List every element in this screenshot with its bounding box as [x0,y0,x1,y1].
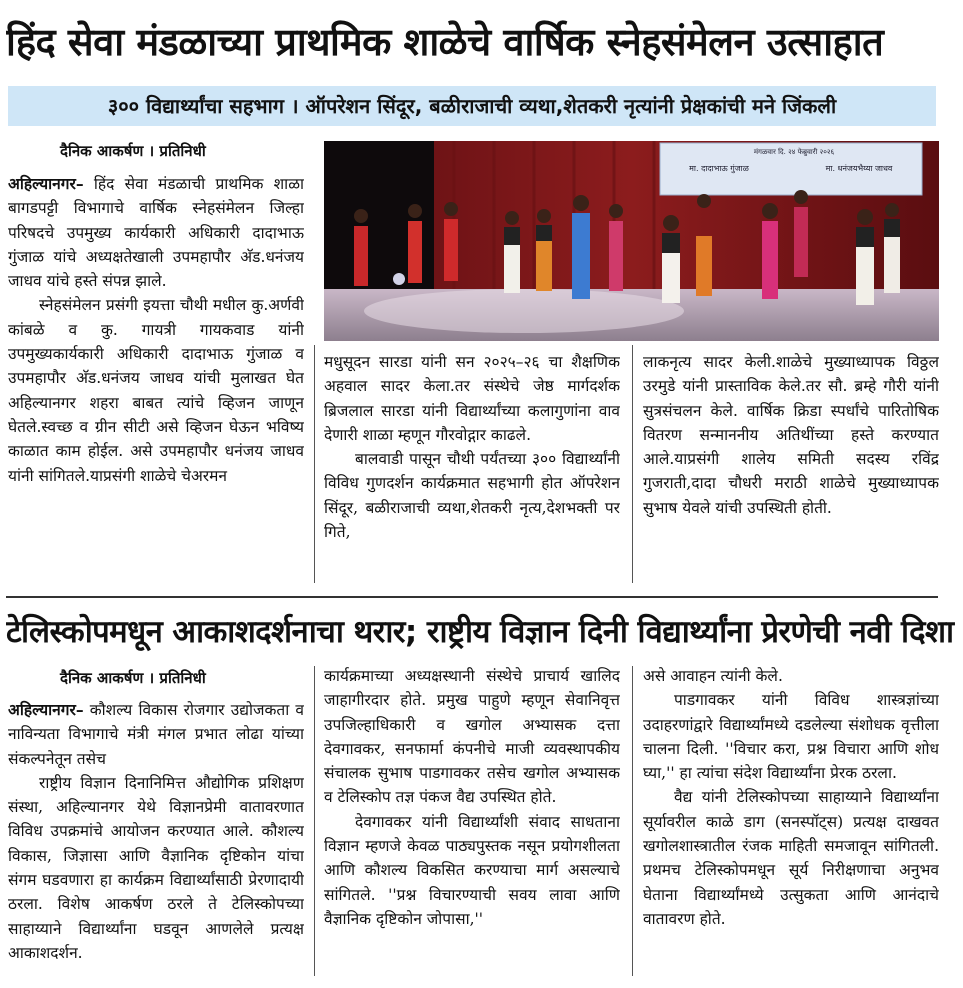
article1-byline: दैनिक आकर्षण । प्रतिनिधी [60,142,206,160]
article2-col3-para1: असे आवाहन त्यांनी केले. [643,667,783,685]
article2-col2-para1: कार्यक्रमाच्या अध्यक्षस्थानी संस्थेचे प्राचार्य खालिद जाहागीरदार होते. प्रमुख पाहुणे म्हणून सेवानिवृत्त उपजिल्हाधिकारी व खगोल अभ्यासक दत्ता देवगावकर, सनफार्मा कंपनीचे माजी व्यवस्थापकीय संचालक सुभाष पाडगावकर तसेच खगोल अभ्यासक व टेलिस्कोप तज्ञ पंकज वैद्य उपस्थित होते. [324,667,620,807]
column-divider [314,666,315,976]
stage-scene [324,141,939,341]
column-divider [632,666,633,976]
svg-text:मा. धनंजयभैय्या जाधव: मा. धनंजयभैय्या जाधव [825,164,893,173]
stage-light-icon [393,273,405,285]
article1-col2-para2: बालवाडी पासून चौथी पर्यंतच्या ३०० विद्यार्थ्यांनी विविध गुणदर्शन कार्यक्रमात सहभागी होत ऑपरेशन सिंदूर, बळीराजाची व्यथा,शेतकरी नृत्य,देशभक्ती पर गिते, [324,450,620,542]
article1-col3-para1: लाकनृत्य सादर केली.शाळेचे मुख्याध्यापक विठ्ठल उरमुडे यांनी प्रास्ताविक केले.तर सौ. ब्रम्हे गौरी यांनी सुत्रसंचलन केले. वार्षिक क्रिडा स्पर्धांचे पारितोषिक वितरण सन्माननीय अतिथींच्या हस्ते करण्यात आले.याप्रसंगी शालेय समिती सदस्य रविंद्र गुजराती,दादा चौधरी मराठी शाळेचे मुख्याध्यापक सुभाष येवले यांची उपस्थिती होती. [643,353,939,517]
article2-headline: टेलिस्कोपमधून आकाशदर्शनाचा थरार; राष्ट्रीय विज्ञान दिनी विद्यार्थ्यांना प्रेरणेची नवी दिशा [6,614,954,650]
article2-col3-para3: वैद्य यांनी टेलिस्कोपच्या साहाय्याने विद्यार्थ्यांना सूर्यावरील काळे डाग (सनस्पॉट्स) प्रत्यक्ष दाखवत खगोलशास्त्रातील रंजक माहिती समजावून सांगितली. प्रथमच टेलिस्कोपमधून सूर्य निरीक्षणाचा अनुभव घेताना विद्यार्थ्यांमध्ये उत्सुकता आणि आनंदाचे वातावरण होते. [643,788,939,928]
article2-dateline: अहिल्यानगर– [8,701,84,719]
section-divider [6,596,938,598]
article2-col1-para2: राष्ट्रीय विज्ञान दिनानिमित्त औद्योगिक प्रशिक्षण संस्था, अहिल्यानगर येथे विज्ञानप्रेमी वातावरणात विविध उपक्रमांचे आयोजन करण्यात आले. कौशल्य विकास, जिज्ञासा आणि वैज्ञानिक दृष्टिकोन यांचा संगम घडवणारा हा कार्यक्रम विद्यार्थ्यांसाठी प्रेरणादायी ठरला. विशेष आकर्षण ठरले ते टेलिस्कोपच्या साहाय्याने विद्यार्थ्यांना घडवून आणलेले प्रत्यक्ष आकाशदर्शन. [8,773,304,962]
column-divider [632,345,633,583]
article2-column-2 [324,664,620,978]
article1-headline: हिंद सेवा मंडळाच्या प्राथमिक शाळेचे वार्षिक स्नेहसंमेलन उत्साहात [6,20,884,64]
column-divider [314,345,315,583]
article1-column-2 [324,350,620,586]
article1-subheadline: ३०० विद्यार्थ्यांचा सहभाग । ऑपरेशन सिंदूर, बळीराजाची व्यथा,शेतकरी नृत्यांनी प्रेक्षकांची मने जिंकली [8,86,936,126]
article1-column-1 [8,172,304,582]
dance-performance-photo [324,141,939,341]
article2-col2-para2: देवगावकर यांनी विद्यार्थ्यांशी संवाद साधताना विज्ञान म्हणजे केवळ पाठ्यपुस्तक नसून प्रयोगशीलता आणि कौशल्य विकसित करण्याचा मार्ग असल्याचे सांगितले. ''प्रश्न विचारण्याची सवय लावा आणि वैज्ञानिक दृष्टिकोन जोपासा,'' [324,812,620,928]
article2-byline: दैनिक आकर्षण । प्रतिनिधी [60,669,206,687]
article1-column-3 [643,350,939,586]
article1-dateline: अहिल्यानगर– [8,175,84,193]
article2-col1-para1: कौशल्य विकास रोजगार उद्योजकता व नाविन्यता विभागाचे मंत्री मंगल प्रभात लोढा यांच्या संकल्पनेतून तसेच [8,701,304,768]
article2-column-1 [8,698,304,978]
article2-col3-para2: पाडगावकर यांनी विविध शास्त्रज्ञांच्या उदाहरणांद्वारे विद्यार्थ्यांमध्ये दडलेल्या संशोधक वृत्तीला चालना दिली. ''विचार करा, प्रश्न विचारा आणि शोध घ्या,'' हा त्यांचा संदेश विद्यार्थ्यांना प्रेरक ठरला. [643,691,939,783]
svg-text:मंगळवार दि. २४ फेब्रुवारी २०२६: मंगळवार दि. २४ फेब्रुवारी २०२६ [753,148,835,156]
article2-column-3 [643,664,939,978]
article1-col2-para1: मधुसूदन सारडा यांनी सन २०२५–२६ चा शैक्षणिक अहवाल सादर केला.तर संस्थेचे जेष्ठ मार्गदर्शक ब्रिजलाल सारडा यांनी विद्यार्थ्यांच्या कलागुणांना वाव देणारी शाळा म्हणून गौरवोद्गार काढले. [324,353,620,444]
article1-col1-para1: हिंद सेवा मंडळाची प्राथमिक शाळा बागडपट्टी विभागाचे वार्षिक स्नेहसंमेलन जिल्हा परिषदचे उपमुख्य कार्यकारी अधिकारी दादाभाऊ गुंजाळ यांचे अध्यक्षतेखाली उपमहापौर अ‍ॅड.धनंजय जाधव यांचे हस्ते संपन्न झाले. [8,175,304,291]
article1-col1-para2: स्नेहसंमेलन प्रसंगी इयत्ता चौथी मधील कु.अर्णवी कांबळे व कु. गायत्री गायकवाड यांनी उपमुख्यकार्यकारी अधिकारी दादाभाऊ गुंजाळ व उपमहापौर अ‍ॅड.धनंजय जाधव यांची मुलाखत घेत अहिल्यानगर शहरा बाबत त्यांचे व्हिजन जाणून घेतले.स्वच्छ व ग्रीन सीटी असे व्हिजन घेऊन भविष्य काळात काम होईल. असे उपमहापौर धनंजय जाधव यांनी सांगितले.याप्रसंगी शाळेचे चेअरमन [8,296,304,485]
svg-text:मा. दादाभाऊ गुंजाळ: मा. दादाभाऊ गुंजाळ [689,164,749,173]
